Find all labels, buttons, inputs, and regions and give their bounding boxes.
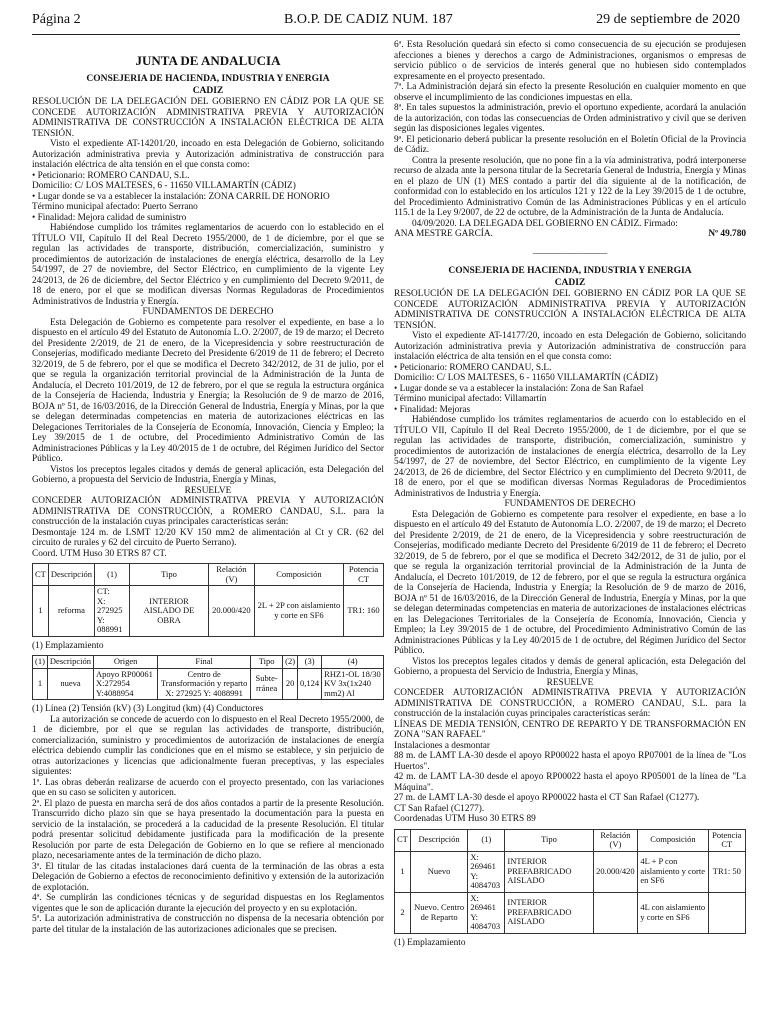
table-header: Composición [254, 564, 343, 586]
header-rule [32, 34, 740, 35]
resuelve-heading: RESUELVE [184, 485, 232, 496]
section-title: JUNTA DE ANDALUCIA [135, 53, 281, 68]
left-column [32, 40, 384, 935]
right-column [394, 40, 746, 948]
table-cell: INTERIOR AISLADO DE OBRA [130, 586, 209, 637]
table-cell: X: 269461 Y: 4084703 [468, 892, 505, 933]
condition: 7ª. La Administración dejará sin efecto la presente Resolución en cualquier momento en que observe el incumplimiento de las condiciones impuestas en ella. [394, 82, 746, 103]
paragraph: Desmontaje 124 m. de LSMT 12/20 KV 150 mm2 de alimentación al Ct y CR. (62 del circuito de rurales y 62 del circuito de Puerto Serrano). [32, 527, 384, 548]
table-header: Relación (V) [208, 564, 254, 586]
footnote: (1) Emplazamiento [394, 937, 466, 948]
paragraph: Coord. UTM Huso 30 ETRS 87 CT. [32, 548, 167, 559]
department-title: CONSEJERIA DE HACIENDA, INDUSTRIA Y ENERGIA [448, 266, 692, 276]
page-header [32, 12, 740, 32]
table-header: Potencia CT [708, 829, 745, 851]
paragraph: Coordenadas UTM Huso 30 ETRS 89 [394, 814, 536, 824]
signatory-name: ANA MESTRE GARCÍA. [394, 229, 493, 239]
purpose: • Finalidad: Mejora calidad de suministro [32, 212, 187, 223]
paragraph: Habiéndose cumplido los trámites reglamentarios de acuerdo con lo establecido en el TÍTULO VII, Capítulo II del Real Decreto 1955/2000, de 1 de diciembre, por el que se regulan las actividades de transporte, distribución, comercialización, suministro y procedimientos de autorización de instalaciones de energía eléctrica, desarrollo de la Ley 54/1997, de 27 de noviembre, del Sector Eléctrico, en cumplimiento de la vigente Ley 24/2013, de 26 de diciembre, del Sector Eléctrico y en cumplimiento del Decreto 9/2011, de 18 de enero, por el que se modifican diversas Normas Reguladoras de Procedimientos Administrativos de Industria y Energía. [394, 415, 746, 499]
fundamentos-heading: FUNDAMENTOS DE DERECHO [504, 499, 636, 509]
table-cell: INTERIOR PREFABRICADO AISLADO [505, 892, 593, 933]
table-header: (1) [94, 564, 129, 586]
table-cell: 0,124 [298, 668, 322, 700]
location: • Lugar donde se va a establecer la instalación: ZONA CARRIL DE HONORIO [32, 191, 330, 202]
table-header: CT [395, 829, 411, 851]
entry-number: Nº 49.780 [708, 229, 746, 239]
table-header: (2) [283, 656, 298, 669]
paragraph: 42 m. de LAMT LA-30 desde el apoyo RP00022 hasta el apoyo RP05001 de la línea de "La Máquina". [394, 772, 746, 793]
table-row [33, 586, 384, 637]
page-number: Página 2 [32, 12, 81, 27]
bulletin-title: B.O.P. DE CADIZ NUM. 187 [284, 12, 453, 27]
address: Domicilio: C/ LOS MALTESES, 6 - 11650 VILLAMARTÍN (CÁDIZ) [394, 373, 658, 383]
table-cell: TR1: 50 [708, 851, 745, 892]
condition: 4ª. Se cumplirán las condiciones técnicas y de seguridad dispuestas en los Reglamentos vigentes que le son de aplicación durante la ejecución del proyecto y en su explotación. [32, 893, 384, 914]
footnote: (1) Línea (2) Tensión (kV) (3) Longitud (km) (4) Conductores [32, 704, 264, 714]
table-cell: 1 [33, 668, 48, 700]
table-cell: 1 [33, 586, 49, 637]
table-header: Final [158, 656, 251, 669]
separator: ________________ [532, 245, 608, 256]
condition: 9ª. El peticionario deberá publicar la presente resolución en el Boletín Oficial de la Provincia de Cádiz. [394, 134, 746, 155]
table-row [395, 851, 746, 892]
footnote: (1) Emplazamiento [32, 640, 104, 651]
table-header: CT [33, 564, 49, 586]
table-cell: nueva [47, 668, 93, 700]
paragraph: Esta Delegación de Gobierno es competente para resolver el expediente, en base a lo dispuesto en el artículo 49 del Estatuto de Autonomía L.O. 2/2007, de 19 de marzo; el Decreto del Presidente 2/2019, de 21 de enero, de la Vicepresidencia y sobre reestructuración de Consejerías, modificado mediante Decreto del Presidente 6/2019 de 11 de febrero; el Decreto 32/2019, de 5 de febrero, por el que se modifica el Decreto 342/2012, de 31 de julio, por el que se regula la organización territorial provincial de la Administración de la Junta de Andalucía, el Decreto 101/2019, de 12 de febrero, por el que se regula la estructura orgánica de la Consejería de Hacienda, Industria y Energía; la Resolución de 9 de marzo de 2016, BOJA nº 51, de 16/03/2016, de la Dirección General de Industria, Energía y Minas, por la que se delegan determinadas competencias en materia de autorizaciones eléctricas en las Delegaciones Territoriales de la Consejería de Economía, Innovación, Ciencia y Empleo; la Ley 39/2015 de 1 de octubre, del Procedimiento Administrativo Común de las Administraciones Públicas y la Ley 40/2015 de 1 de octubre, del Régimen Jurídico del Sector Público. [32, 317, 384, 464]
table-header: Descripción [410, 829, 467, 851]
table-cell: Nuevo [410, 851, 467, 892]
table-header: Tipo [505, 829, 593, 851]
table-cell: Subte-rránea [251, 668, 283, 700]
table-header: Origen [94, 656, 158, 669]
paragraph: Visto el expediente AT-14177/20, incoado en esta Delegación de Gobierno, solicitando Autorización administrativa previa y Autorización administrativa de construcción para instalación eléctrica de alta tensión en el que consta como: [394, 331, 746, 362]
department-city: CADIZ [192, 85, 224, 96]
condition: 1ª. Las obras deberán realizarse de acuerdo con el proyecto presentado, con las variaciones que en su caso se soliciten y autoricen. [32, 777, 384, 798]
paragraph: Visto el expediente AT-14201/20, incoado en esta Delegación de Gobierno, solicitando Autorización administrativa previa y Autorización administrativa de construcción para instalación eléctrica de alta tensión en el que consta como: [32, 139, 384, 170]
resolution-title: RESOLUCIÓN DE LA DELEGACIÓN DEL GOBIERNO EN CÁDIZ POR LA QUE SE CONCEDE AUTORIZACIÓN ADMINISTRATIVA PREVIA Y AUTORIZACIÓN ADMINISTRATIVA DE CONSTRUCCIÓN A INSTALACIÓN ELÉCTRICA DE ALTA TENSIÓN. [32, 97, 384, 139]
table-cell: 20.000/420 [208, 586, 254, 637]
table-header: Composición [638, 829, 708, 851]
table-cell: RHZ1-OL 18/30 KV 3x(1x240 mm2) Al [322, 668, 384, 700]
table-cell: Centro de Transformación y reparto X: 272925 Y: 4088991 [158, 668, 251, 700]
table-cell: 4L con aislamiento y corte en SF6 [638, 892, 708, 933]
condition: 3ª. El titular de las citadas instalaciones dará cuenta de la terminación de las obras a esta Delegación de Gobierno a efectos de reconocimiento definitivo y extensión de la autorización de explotación. [32, 861, 384, 893]
department-title: CONSEJERIA DE HACIENDA, INDUSTRIA Y ENERGIA [86, 74, 330, 84]
table-cell: reforma [48, 586, 94, 637]
paragraph: Contra la presente resolución, que no pone fin a la vía administrativa, podrá interponerse recurso de alzada ante la persona titular de la Secretaría General de Industria, Energía y Minas en el plazo de UN (1) MES contado a partir del día siguiente al de la notificación, de conformidad con lo establecido en los artículos 121 y 122 de la Ley 39/2015 de 1 de octubre, del Procedimiento Administrativo Común de las Administraciones Públicas y en el artículo 115.1 de la Ley 9/2007, de 22 de octubre, de la Administración de la Junta de Andalucía. [394, 155, 746, 218]
table-header: Descripción [47, 656, 93, 669]
table-cell [593, 892, 638, 933]
table-header: Tipo [251, 656, 283, 669]
paragraph: CONCEDER AUTORIZACIÓN ADMINISTRATIVA PREVIA Y AUTORIZACIÓN ADMINISTRATIVA DE CONSTRUCCIÓN, a ROMERO CANDAU, S.L. para la construcción de la instalación cuyas principales características serán: [394, 688, 746, 719]
table-cell: INTERIOR PREFABRICADO AISLADO [505, 851, 593, 892]
table-cell [708, 892, 745, 933]
condition: 5ª. La autorización administrativa de construcción no dispensa de la necesaria obtención por parte del titular de la instalación de las autorizaciones adicionales que se precisen. [32, 914, 384, 935]
condition: 2ª. El plazo de puesta en marcha será de dos años contados a partir de la presente Resolución. Transcurrido dicho plazo sin que se haya presentado la documentación para la puesta en servicio de la instalación, se procederá a la caducidad de la presente Resolución. El titular podrá presentar solicitud debidamente justificada para la modificación de la presente Resolución por parte de esta Delegación de Gobierno en lo que se refiere al mencionado plazo, necesariamente antes de la terminación de dicho plazo. [32, 798, 384, 861]
condition: 8ª. En tales supuestos la administración, previo el oportuno expediente, acordará la anulación de la autorización, con todas las consecuencias de Orden administrativo y civil que se deriven según las disposiciones legales vigentes. [394, 103, 746, 134]
paragraph: Vistos los preceptos legales citados y demás de general aplicación, esta Delegación del Gobierno, a propuesta del Servicio de Industria, Energía y Minas, [32, 464, 384, 485]
paragraph: CONCEDER AUTORIZACIÓN ADMINISTRATIVA PREVIA Y AUTORIZACIÓN ADMINISTRATIVA DE CONSTRUCCIÓN, a ROMERO CANDAU, S.L. para la construcción de la instalación cuyas principales características serán: [32, 496, 384, 527]
table-header: Potencia CT [344, 564, 384, 586]
paragraph: La autorización se concede de acuerdo con lo dispuesto en el Real Decreto 1955/2000, de 1 de diciembre, por el que se regulan las actividades de transporte, distribución, comercialización, suministro y procedimientos de autorización de instalaciones de energía eléctrica debiendo cumplir las condiciones que en el mismo se establece, y sin perjuicio de otras autorizaciones y licencias que adicionalmente fueran preceptivas, y las especiales siguientes: [32, 714, 384, 777]
signature-line: 04/09/2020. LA DELEGADA DEL GOBIERNO EN CÁDIZ. Firmado: [412, 218, 678, 229]
paragraph: LÍNEAS DE MEDIA TENSIÓN, CENTRO DE REPARTO Y DE TRANSFORMACIÓN EN ZONA "SAN RAFAEL" [394, 719, 746, 740]
table-cell: 2 [395, 892, 411, 933]
line-table [32, 655, 384, 700]
fundamentos-heading: FUNDAMENTOS DE DERECHO [142, 307, 274, 317]
purpose: • Finalidad: Mejoras [394, 404, 471, 415]
table-header: (1) [468, 829, 505, 851]
ct-table [32, 563, 384, 637]
table-header: Descripción [48, 564, 94, 586]
address: Domicilio: C/ LOS MALTESES, 6 - 11650 VILLAMARTÍN (CÁDIZ) [32, 181, 296, 191]
paragraph: Habiéndose cumplido los trámites reglamentarios de acuerdo con lo establecido en el TÍTULO VII, Capítulo II del Real Decreto 1955/2000, de 1 de diciembre, por el que se regulan las actividades de transporte, distribución, comercialización, suministro y procedimientos de autorización de instalaciones de energía eléctrica, desarrollo de la Ley 54/1997, de 27 de noviembre, del Sector Eléctrico, en cumplimiento de la vigente Ley 24/2013, de 26 de diciembre, del Sector Eléctrico y en cumplimiento del Decreto 9/2011, de 18 de enero, por el que se modifican diversas Normas Reguladoras de Procedimientos Administrativos de Industria y Energía. [32, 223, 384, 307]
resuelve-heading: RESUELVE [546, 677, 594, 688]
paragraph: Instalaciones a desmontar [394, 740, 491, 751]
table-header: Tipo [130, 564, 209, 586]
signature-block [394, 229, 746, 240]
municipality: Término municipal afectado: Puerto Serrano [32, 202, 198, 212]
applicant: • Peticionario: ROMERO CANDAU, S.L. [32, 170, 190, 181]
table-header: (4) [322, 656, 384, 669]
paragraph: 27 m. de LAMT LA-30 desde el apoyo RP00022 hasta el CT San Rafael (C1277). [394, 793, 700, 803]
department-city: CADIZ [554, 277, 586, 288]
paragraph: Vistos los preceptos legales citados y demás de general aplicación, esta Delegación del Gobierno, a propuesta del Servicio de Industria, Energía y Minas, [394, 656, 746, 677]
municipality: Término municipal afectado: Villamartín [394, 394, 547, 404]
ct-table [394, 829, 746, 934]
paragraph: CT San Rafael (C1277). [394, 803, 485, 814]
table-header: (1) [33, 656, 48, 669]
condition: 6ª. Esta Resolución quedará sin efecto si como consecuencia de su ejecución se produjesen afecciones a bienes y derechos a cargo de Administraciones, organismos o empresas de servicio público o de servicios de interés general que no hubiesen sido contemplados expresamente en el proyecto presentado. [394, 40, 746, 82]
table-cell: TR1: 160 [344, 586, 384, 637]
applicant: • Peticionario: ROMERO CANDAU, S.L. [394, 362, 552, 373]
table-cell: 1 [395, 851, 411, 892]
table-cell: X: 269461 Y: 4084703 [468, 851, 505, 892]
table-row [33, 668, 384, 700]
table-cell: CT: X: 272925 Y: 088991 [94, 586, 129, 637]
table-cell: Apoyo RP00061 X:272954 Y:4088954 [94, 668, 158, 700]
table-row [395, 892, 746, 933]
paragraph: Esta Delegación de Gobierno es competente para resolver el expediente, en base a lo dispuesto en el artículo 49 del Estatuto de Autonomía L.O. 2/2007, de 19 de marzo; el Decreto del Presidente 2/2019, de 21 de enero, de la Vicepresidencia y sobre reestructuración de Consejerías, modificado mediante Decreto del Presidente 6/2019 de 11 de febrero; el Decreto 32/2019, de 5 de febrero, por el que se modifica el Decreto 342/2012, de 31 de julio, por el que se regula la organización territorial provincial de la Administración de la Junta de Andalucía, el Decreto 101/2019, de 12 de febrero, por el que se regula la estructura orgánica de la Consejería de Hacienda, Industria y Energía; la Resolución de 9 de marzo de 2016, BOJA nº 51 de 16/03/2016, de la Dirección General de Industria, Energía y Minas, por la que se delegan determinadas competencias en materia de autorizaciones de instalaciones eléctricas en las Delegaciones Territoriales de la Consejería de Economía, Innovación, Ciencia y Empleo; la Ley 39/2015 de 1 de octubre, del Procedimiento Administrativo Común de las Administraciones Públicas y la Ley 40/2015 de 1 de octubre, del Régimen Jurídico del Sector Público. [394, 509, 746, 656]
table-cell: 20.000/420 [593, 851, 638, 892]
table-header: Relación (V) [593, 829, 638, 851]
bulletin-date: 29 de septiembre de 2020 [596, 12, 740, 27]
table-cell: 4L + P con aislamiento y corte en SF6 [638, 851, 708, 892]
table-header: (3) [298, 656, 322, 669]
table-cell: 20 [283, 668, 298, 700]
location: • Lugar donde se va a establecer la instalación: Zona de San Rafael [394, 383, 644, 394]
table-cell: Nuevo. Centro de Reparto [410, 892, 467, 933]
table-cell: 2L + 2P con aislamiento y corte en SF6 [254, 586, 343, 637]
resolution-title: RESOLUCIÓN DE LA DELEGACIÓN DEL GOBIERNO EN CÁDIZ POR LA QUE SE CONCEDE AUTORIZACIÓN ADMINISTRATIVA PREVIA Y AUTORIZACIÓN ADMINISTRATIVA DE CONSTRUCCIÓN A INSTALACIÓN ELÉCTRICA DE ALTA TENSIÓN. [394, 289, 746, 331]
paragraph: 88 m. de LAMT LA-30 desde el apoyo RP00022 hasta el apoyo RP07001 de la línea de "Los Huertos". [394, 751, 746, 772]
